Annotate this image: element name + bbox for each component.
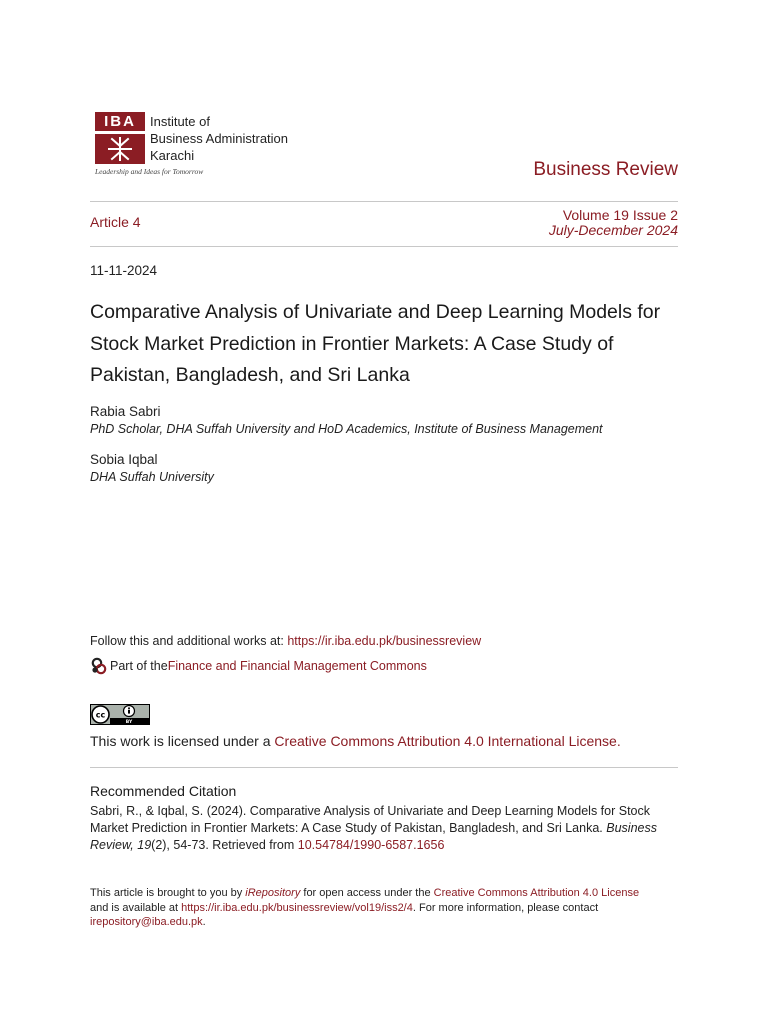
- doi-link[interactable]: 10.54784/1990-6587.1656: [297, 838, 445, 852]
- emblem-icon: [95, 134, 145, 164]
- logo-tagline: Leadership and Ideas for Tomorrow: [95, 167, 204, 176]
- volume-info: [549, 208, 678, 238]
- footer-line: [90, 886, 680, 901]
- footer-text: This article is brought to you by: [90, 887, 246, 899]
- svg-text:cc: cc: [95, 710, 106, 720]
- footer-license-link[interactable]: Creative Commons Attribution 4.0 License: [433, 887, 640, 899]
- logo-emblem: [95, 134, 145, 164]
- commons-link[interactable]: Finance and Financial Management Commons: [167, 659, 427, 673]
- follow-line: [90, 634, 481, 648]
- author-name: Rabia Sabri: [90, 404, 161, 419]
- logo-name-line: Institute of: [150, 114, 210, 129]
- logo-name: [150, 113, 288, 164]
- follow-text: Follow this and additional works at:: [90, 634, 288, 648]
- iba-logo: [95, 112, 305, 180]
- logo-name-line: Karachi: [150, 148, 195, 163]
- author-affiliation: PhD Scholar, DHA Suffah University and HoD Academics, Institute of Business Management: [90, 422, 603, 436]
- footer-text: .: [202, 916, 206, 928]
- footer-text: . For more information, please contact: [412, 901, 599, 914]
- license-period: .: [616, 733, 621, 749]
- volume-issue: Volume 19 Issue 2: [562, 207, 678, 223]
- license-text: This work is licensed under a: [90, 733, 275, 749]
- contact-email-link[interactable]: irepository@iba.edu.pk: [90, 916, 203, 928]
- citation-divider: [90, 767, 678, 768]
- author-name: Sobia Iqbal: [90, 452, 158, 467]
- footer-line: [90, 915, 680, 930]
- author-affiliation: DHA Suffah University: [90, 470, 214, 484]
- license-link[interactable]: Creative Commons Attribution 4.0 International License: [274, 733, 617, 749]
- logo-name-line: Business Administration: [150, 131, 289, 146]
- journal-title: Business Review: [533, 159, 678, 180]
- footer-text: for open access under the: [300, 887, 434, 899]
- part-of-text: Part of the: [110, 659, 168, 673]
- cc-by-label: BY: [125, 720, 133, 725]
- citation-journal: Business Review, 19: [90, 821, 657, 852]
- citation-issue: (2), 54-73. Retrieved from: [151, 838, 298, 852]
- follow-link[interactable]: https://ir.iba.edu.pk/businessreview: [287, 634, 482, 648]
- header-divider-bottom: [90, 246, 678, 247]
- commons-network-icon: [90, 657, 108, 675]
- repository-link[interactable]: iRepository: [245, 887, 301, 899]
- logo-acronym: IBA: [95, 112, 145, 131]
- citation-text: [90, 803, 680, 854]
- cc-by-badge[interactable]: [90, 704, 150, 725]
- cc-by-icon: [90, 704, 150, 725]
- footer-line: [90, 901, 680, 916]
- citation-main: Sabri, R., & Iqbal, S. (2024). Comparative Analysis of Univariate and Deep Learning Models for Stock Market Prediction in Frontier Markets: A Case Study of Pakistan, Bangladesh, and Sri Lanka.: [90, 804, 651, 835]
- paper-title: Comparative Analysis of Univariate and Deep Learning Models for Stock Market Prediction in Frontier Markets: A Case Study of Pakistan, Bangladesh, and Sri Lanka: [90, 301, 661, 386]
- footer-text: and is available at: [90, 901, 182, 914]
- author-block: [90, 404, 603, 436]
- author-block: [90, 452, 214, 484]
- issue-period: July-December 2024: [548, 222, 678, 238]
- footer-notice: [90, 886, 680, 930]
- part-of-line: [90, 657, 427, 675]
- citation-heading: Recommended Citation: [90, 783, 237, 799]
- header-divider: [90, 201, 678, 202]
- license-line: [90, 733, 621, 749]
- publication-date: 11-11-2024: [90, 263, 158, 278]
- article-number: Article 4: [90, 214, 141, 230]
- article-url-link[interactable]: https://ir.iba.edu.pk/businessreview/vol19/iss2/4: [181, 901, 413, 914]
